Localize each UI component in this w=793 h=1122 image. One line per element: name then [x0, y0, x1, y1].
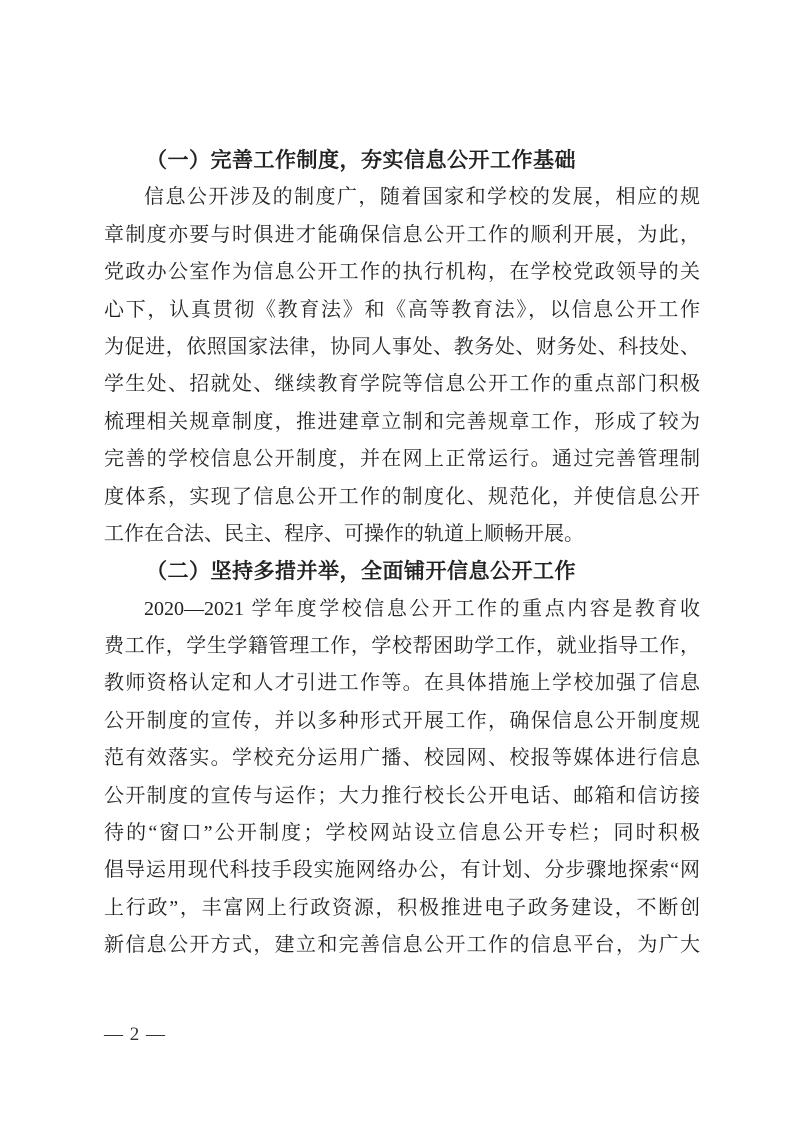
body-line: 上行政”，丰富网上行政资源，积极推进电子政务建设，不断创	[104, 896, 700, 919]
body-line: 工作在合法、民主、程序、可操作的轨道上顺畅开展。	[104, 522, 584, 545]
section-2-heading: （二）坚持多措并举，全面铺开信息公开工作	[146, 559, 576, 584]
document-body	[104, 142, 700, 965]
body-line: 梳理相关规章制度，推进建章立制和完善规章工作，形成了较为	[104, 410, 700, 433]
body-line: 心下，认真贯彻《教育法》和《高等教育法》，以信息公开工作	[104, 298, 700, 321]
body-line: 度体系，实现了信息公开工作的制度化、规范化，并使信息公开	[104, 485, 700, 508]
body-line: 费工作，学生学籍管理工作，学校帮困助学工作，就业指导工作，	[104, 635, 700, 658]
body-line: 党政办公室作为信息公开工作的执行机构，在学校党政领导的关	[104, 261, 700, 284]
body-line: 2020—2021 学年度学校信息公开工作的重点内容是教育收	[144, 597, 700, 620]
body-line: 公开制度的宣传与运作；大力推行校长公开电话、邮箱和信访接	[104, 784, 700, 807]
section-1-heading: （一）完善工作制度，夯实信息公开工作基础	[146, 148, 576, 172]
body-line: 为促进，依照国家法律，协同人事处、教务处、财务处、科技处、	[104, 335, 700, 358]
body-line: 范有效落实。学校充分运用广播、校园网、校报等媒体进行信息	[104, 747, 700, 770]
page-number: — 2 —	[104, 1024, 166, 1045]
body-line: 待的“窗口”公开制度；学校网站设立信息公开专栏；同时积极	[104, 822, 700, 845]
body-line: 学生处、招就处、继续教育学院等信息公开工作的重点部门积极	[104, 373, 700, 396]
body-line: 教师资格认定和人才引进工作等。在具体措施上学校加强了信息	[104, 672, 700, 695]
body-line: 完善的学校信息公开制度，并在网上正常运行。通过完善管理制	[104, 448, 700, 471]
body-line: 倡导运用现代科技手段实施网络办公，有计划、分步骤地探索“网	[104, 859, 700, 882]
body-line: 公开制度的宣传，并以多种形式开展工作，确保信息公开制度规	[104, 709, 700, 732]
body-line: 新信息公开方式，建立和完善信息公开工作的信息平台，为广大	[104, 934, 700, 957]
body-line: 章制度亦要与时俱进才能确保信息公开工作的顺利开展，为此，	[104, 223, 700, 246]
body-line: 信息公开涉及的制度广，随着国家和学校的发展，相应的规	[144, 186, 700, 209]
